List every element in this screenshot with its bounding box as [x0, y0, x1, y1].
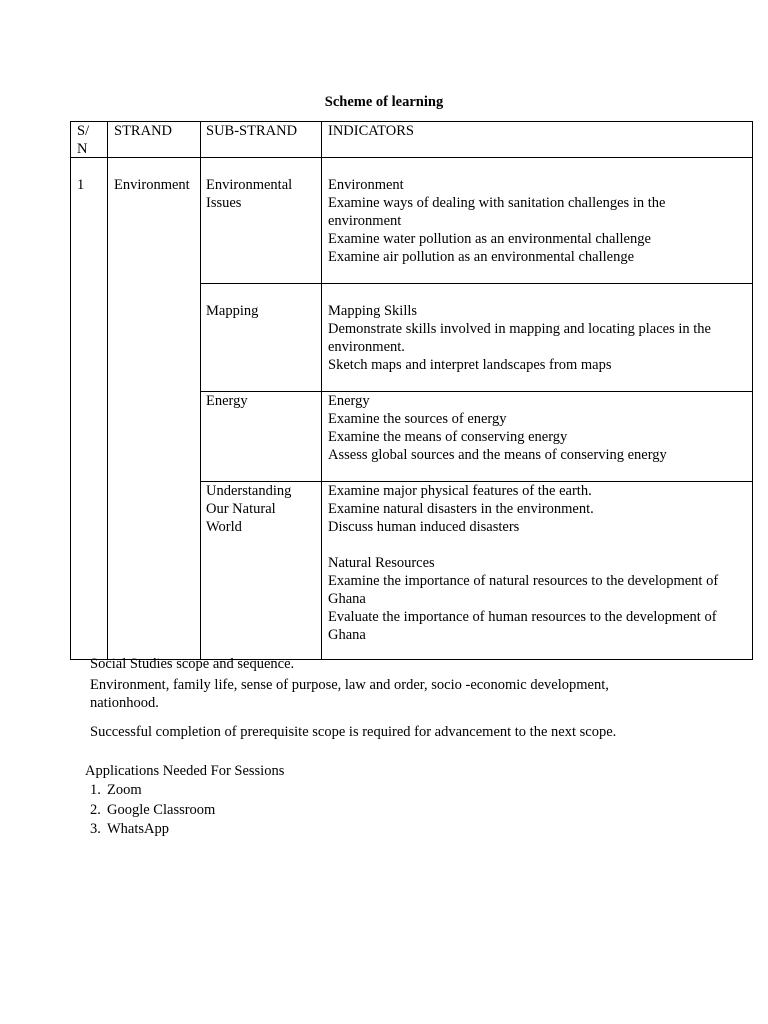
indicator-line: Mapping Skills	[328, 303, 418, 319]
indicator-line: Demonstrate skills involved in mapping and locating places in the	[328, 321, 711, 337]
indicator-line: Examine water pollution as an environmental challenge	[328, 231, 651, 247]
apps-heading: Applications Needed For Sessions	[85, 763, 285, 779]
indicator-line: Environment	[328, 177, 404, 193]
substrand-name-line: Issues	[206, 195, 242, 211]
app-name: WhatsApp	[107, 821, 170, 837]
indicator-list	[328, 482, 718, 644]
header-substrand: SUB-STRAND	[206, 123, 298, 139]
document-title: Scheme of learning	[324, 94, 444, 110]
indicator-line: Energy	[328, 393, 370, 409]
header-sn-line: S/	[77, 123, 90, 139]
indicator-line: Examine air pollution as an environmental challenge	[328, 249, 635, 265]
strand-name: Environment	[114, 177, 190, 193]
table-row-divider	[200, 283, 753, 284]
indicator-line: Assess global sources and the means of conserving energy	[328, 447, 667, 463]
indicator-list	[328, 302, 711, 374]
substrand-name-line: Mapping	[206, 303, 259, 319]
indicator-line: Natural Resources	[328, 555, 435, 571]
substrand-name	[206, 392, 248, 410]
list-item	[90, 801, 215, 821]
substrand-name-line: Our Natural	[206, 501, 276, 517]
table-border-left	[70, 121, 71, 660]
indicator-line: Examine the importance of natural resources to the development of	[328, 573, 719, 589]
header-indicators: INDICATORS	[328, 123, 414, 139]
indicator-line: Sketch maps and interpret landscapes from maps	[328, 357, 612, 373]
list-number: 2.	[90, 801, 101, 818]
app-name: Google Classroom	[107, 801, 216, 818]
scheme-table	[70, 121, 753, 660]
list-number: 1.	[90, 782, 101, 798]
table-header-divider	[70, 157, 753, 158]
list-item	[90, 781, 215, 801]
substrand-name-line: Environmental	[206, 177, 293, 193]
indicator-line: Examine ways of dealing with sanitation challenges in the	[328, 195, 666, 211]
indicator-list	[328, 392, 667, 464]
indicator-line: Examine major physical features of the earth.	[328, 483, 592, 499]
indicator-list	[328, 176, 665, 266]
indicator-line: environment.	[328, 339, 405, 355]
row-number: 1	[77, 177, 85, 193]
indicator-line: Ghana	[328, 591, 366, 607]
apps-list	[90, 781, 215, 840]
indicator-spacer	[328, 536, 718, 554]
substrand-name-line: Energy	[206, 393, 248, 409]
substrand-name	[206, 302, 258, 320]
list-item	[90, 820, 215, 840]
table-border-right	[752, 121, 753, 660]
substrand-name-line: Understanding	[206, 483, 292, 499]
indicator-line: Ghana	[328, 627, 366, 643]
indicator-line: Examine natural disasters in the environment.	[328, 501, 594, 517]
indicator-line: Examine the sources of energy	[328, 411, 507, 427]
header-strand: STRAND	[114, 123, 173, 139]
header-sn	[77, 122, 89, 158]
scope-text-line: nationhood.	[90, 695, 159, 711]
scope-heading: Social Studies scope and sequence.	[90, 656, 295, 672]
indicator-line: environment	[328, 213, 402, 229]
app-name: Zoom	[107, 782, 142, 798]
table-col-divider	[107, 121, 108, 660]
prerequisite-text: Successful completion of prerequisite scope is required for advancement to the next scope.	[90, 724, 617, 740]
table-col-divider	[321, 121, 322, 660]
scope-text-line: Environment, family life, sense of purpose, law and order, socio -economic development,	[90, 677, 609, 693]
substrand-name-line: World	[206, 519, 242, 535]
table-col-divider	[200, 121, 201, 660]
list-number: 3.	[90, 821, 101, 837]
indicator-line: Examine the means of conserving energy	[328, 429, 568, 445]
header-sn-line: N	[77, 141, 88, 157]
substrand-name	[206, 176, 292, 212]
substrand-name	[206, 482, 291, 536]
indicator-line: Discuss human induced disasters	[328, 519, 520, 535]
indicator-line: Evaluate the importance of human resources to the development of	[328, 609, 717, 625]
